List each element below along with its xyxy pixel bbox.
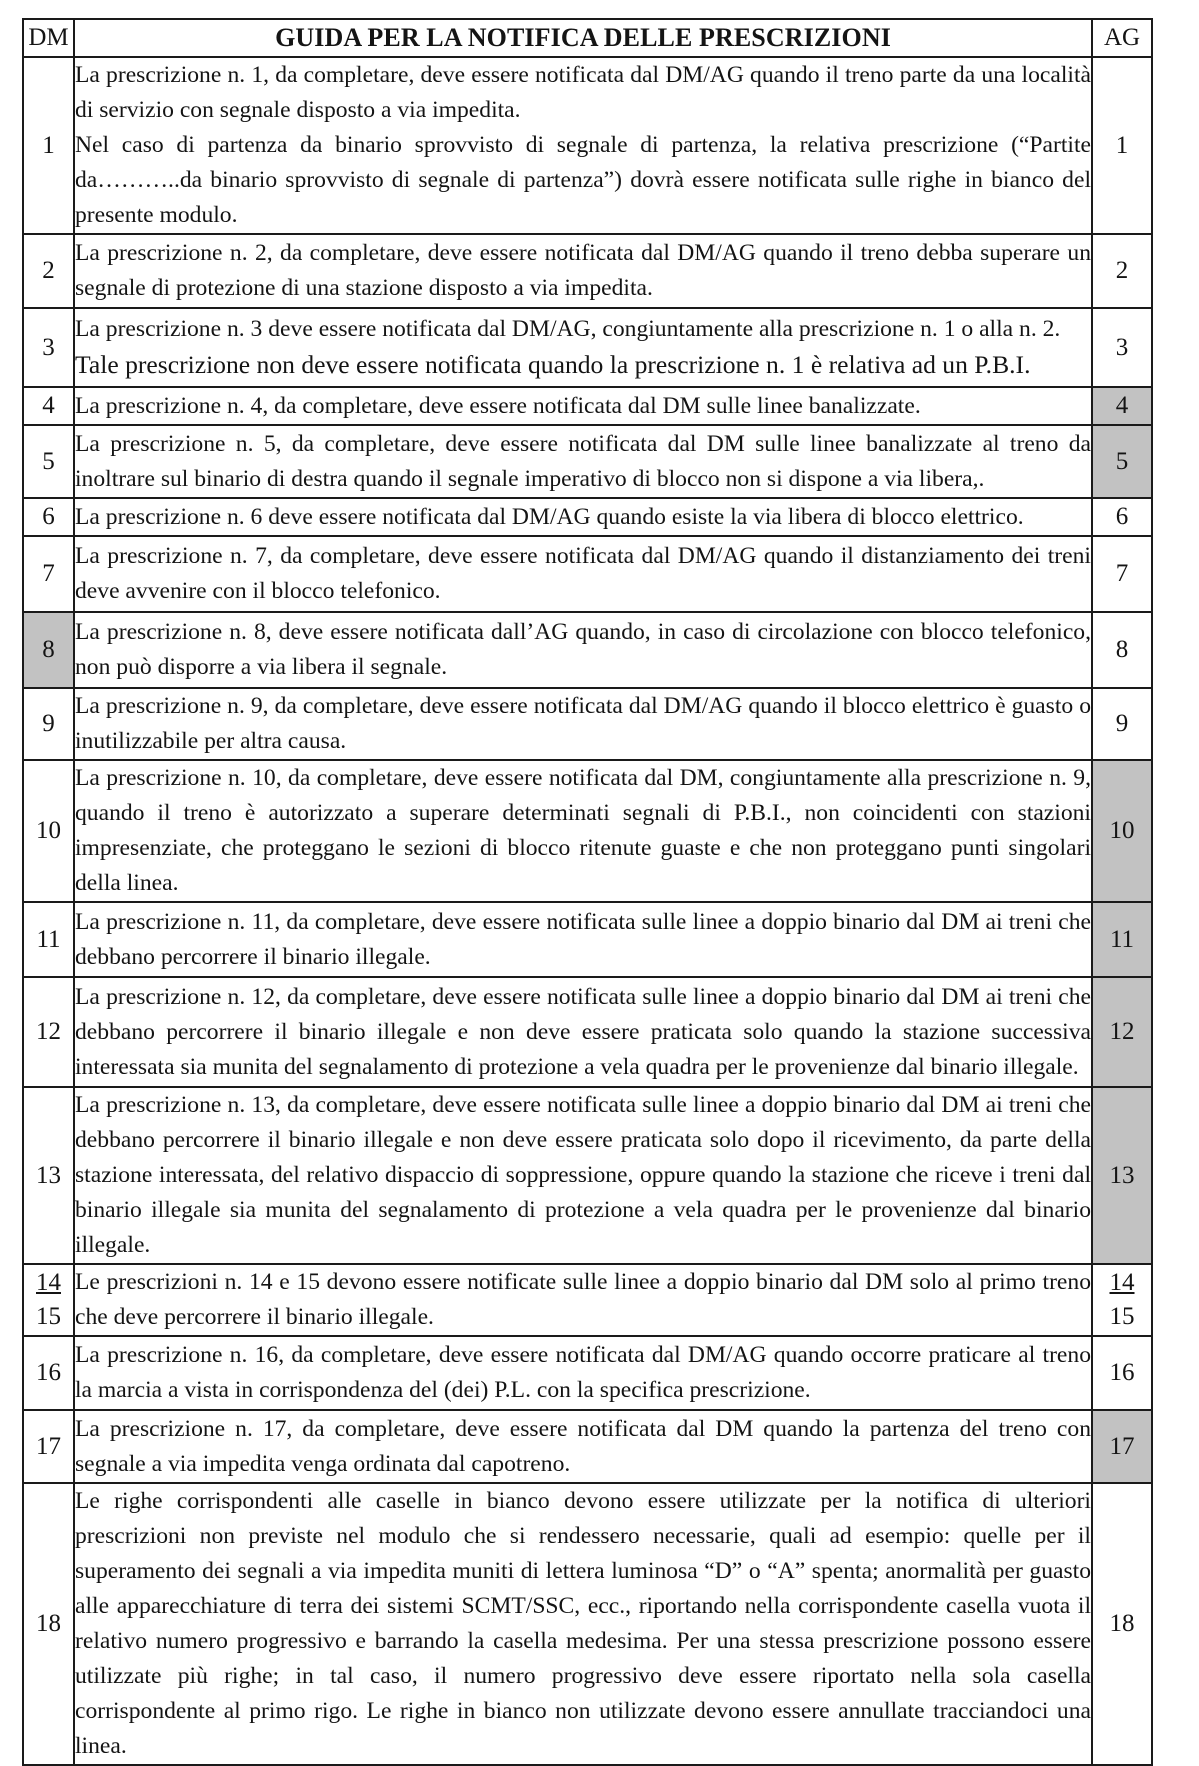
- description-cell: La prescrizione n. 13, da completare, deve essere notificata sulle linee a doppio binario dal DM ai treni che debbano percorrere il binario illegale e non deve essere praticata solo dopo il ricevimento, da parte della stazione interessata, del relativo dispaccio di soppressione, oppure quando la stazione che riceve i treni dal binario illegale sia munita del segnalamento di protezione a vela quadra per le provenienze dal binario illegale.: [74, 1087, 1092, 1264]
- table-row: [23, 308, 1152, 387]
- table-row: [23, 760, 1152, 902]
- dm-cell: 8: [23, 612, 74, 688]
- description-cell: La prescrizione n. 7, da completare, deve essere notificata dal DM/AG quando il distanziamento dei treni deve avvenire con il blocco telefonico.: [74, 536, 1092, 612]
- description-text: La prescrizione n. 1, da completare, deve essere notificata dal DM/AG quando il treno parte da una località di servizio con segnale disposto a via impedita.: [75, 62, 1091, 123]
- dm-cell: 18: [23, 1483, 74, 1765]
- dm-cell: 12: [23, 977, 74, 1087]
- table-row: [23, 57, 1152, 234]
- table-row: [23, 1087, 1152, 1264]
- ag-cell: 16: [1092, 1336, 1152, 1410]
- ag-cell: 11: [1092, 902, 1152, 977]
- dm-cell: 13: [23, 1087, 74, 1264]
- table-row: [23, 498, 1152, 536]
- ag-cell: 13: [1092, 1087, 1152, 1264]
- dm-cell: 1: [23, 57, 74, 234]
- table-row: [23, 688, 1152, 760]
- description-cell: La prescrizione n. 10, da completare, deve essere notificata dal DM, congiuntamente alla prescrizione n. 9, quando il treno è autorizzato a superare determinati segnali di P.B.I., non coincidenti con stazioni impresenziate, che proteggano le sezioni di blocco ritenute guaste e che non proteggano punti singolari della linea.: [74, 760, 1092, 902]
- dm-cell: 2: [23, 234, 74, 308]
- description-cell: La prescrizione n. 17, da completare, deve essere notificata dal DM quando la partenza del treno con segnale a via impedita venga ordinata dal capotreno.: [74, 1410, 1092, 1483]
- dm-cell: 6: [23, 498, 74, 536]
- ag-cell: 9: [1092, 688, 1152, 760]
- table-header-row: [23, 19, 1152, 57]
- table-row: [23, 1336, 1152, 1410]
- dm-cell: [23, 1264, 74, 1336]
- table-row: [23, 425, 1152, 498]
- table-row: [23, 977, 1152, 1087]
- description-cell: La prescrizione n. 5, da completare, deve essere notificata dal DM sulle linee banalizzate al treno da inoltrare sul binario di destra quando il segnale imperativo di blocco non si dispone a via libera,.: [74, 425, 1092, 498]
- dm-cell: 11: [23, 902, 74, 977]
- table-body: [23, 57, 1152, 1765]
- dm-number-14: 14: [36, 1269, 61, 1296]
- description-cell: Le prescrizioni n. 14 e 15 devono essere notificate sulle linee a doppio binario dal DM solo al primo treno che deve percorrere il binario illegale.: [74, 1264, 1092, 1336]
- description-text: La prescrizione n. 3 deve essere notificata dal DM/AG, congiuntamente alla prescrizione n. 1 o alla n. 2.: [75, 315, 1061, 342]
- ag-cell: [1092, 1264, 1152, 1336]
- header-ag: AG: [1092, 19, 1152, 57]
- dm-cell: 5: [23, 425, 74, 498]
- description-cell: La prescrizione n. 4, da completare, deve essere notificata dal DM sulle linee banalizzate.: [74, 387, 1092, 425]
- description-cell: La prescrizione n. 6 deve essere notificata dal DM/AG quando esiste la via libera di blocco elettrico.: [74, 498, 1092, 536]
- ag-cell: 4: [1092, 387, 1152, 425]
- description-cell: La prescrizione n. 11, da completare, deve essere notificata sulle linee a doppio binario dal DM ai treni che debbano percorrere il binario illegale.: [74, 902, 1092, 977]
- table-title: GUIDA PER LA NOTIFICA DELLE PRESCRIZIONI: [74, 19, 1092, 57]
- dm-cell: 17: [23, 1410, 74, 1483]
- ag-cell: 3: [1092, 308, 1152, 387]
- dm-cell: 4: [23, 387, 74, 425]
- table-row: [23, 1264, 1152, 1336]
- ag-cell: 10: [1092, 760, 1152, 902]
- description-cell: Le righe corrispondenti alle caselle in bianco devono essere utilizzate per la notifica di ulteriori prescrizioni non previste nel modulo che si rendessero necessarie, quali ad esempio: quelle per il superamento dei segnali a via impedita muniti di lettera luminosa “D” o “A” spenta; anormalità per guasto alle apparecchiature di terra dei sistemi SCMT/SSC, ecc., riportando nella corrispondente casella vuota il relativo numero progressivo e barrando la casella medesima. Per una stessa prescrizione possono essere utilizzate più righe; in tal caso, il numero progressivo deve essere riportato nella sola casella corrispondente al primo rigo. Le righe in bianco non utilizzate devono essere annullate tracciandoci una linea.: [74, 1483, 1092, 1765]
- dm-number-15: 15: [36, 1303, 61, 1330]
- ag-number-15: 15: [1109, 1303, 1135, 1330]
- description-cell: La prescrizione n. 2, da completare, deve essere notificata dal DM/AG quando il treno debba superare un segnale di protezione di una stazione disposto a via impedita.: [74, 234, 1092, 308]
- description-cell: La prescrizione n. 16, da completare, deve essere notificata dal DM/AG quando occorre praticare al treno la marcia a vista in corrispondenza del (dei) P.L. con la specifica prescrizione.: [74, 1336, 1092, 1410]
- dm-cell: 10: [23, 760, 74, 902]
- description-cell: [74, 57, 1092, 234]
- description-cell: [74, 308, 1092, 387]
- dm-cell: 9: [23, 688, 74, 760]
- ag-cell: 5: [1092, 425, 1152, 498]
- table-row: [23, 536, 1152, 612]
- description-cell: La prescrizione n. 8, deve essere notificata dall’AG quando, in caso di circolazione con blocco telefonico, non può disporre a via libera il segnale.: [74, 612, 1092, 688]
- table-row: [23, 902, 1152, 977]
- ag-number-14: 14: [1109, 1269, 1135, 1296]
- table-row: [23, 1410, 1152, 1483]
- prescription-guide-table: [22, 18, 1153, 1766]
- header-dm: DM: [23, 19, 74, 57]
- table-row: [23, 234, 1152, 308]
- ag-cell: 12: [1092, 977, 1152, 1087]
- dm-cell: 3: [23, 308, 74, 387]
- dm-cell: 16: [23, 1336, 74, 1410]
- description-text-2: Tale prescrizione non deve essere notificata quando la prescrizione n. 1 è relativa ad un P.B.I.: [75, 349, 1031, 379]
- table-row: [23, 1483, 1152, 1765]
- ag-cell: 18: [1092, 1483, 1152, 1765]
- table-row: [23, 612, 1152, 688]
- ag-cell: 8: [1092, 612, 1152, 688]
- ag-cell: 6: [1092, 498, 1152, 536]
- description-text-2: Nel caso di partenza da binario sprovvisto di segnale di partenza, la relativa prescrizione (“Partite da………..da binario sprovvisto di segnale di partenza”) dovrà essere notificata sulle righe in bianco del presente modulo.: [75, 132, 1091, 228]
- description-cell: La prescrizione n. 12, da completare, deve essere notificata sulle linee a doppio binario dal DM ai treni che debbano percorrere il binario illegale e non deve essere praticata solo quando la stazione successiva interessata sia munita del segnalamento di protezione a vela quadra per le provenienze dal binario illegale.: [74, 977, 1092, 1087]
- description-cell: La prescrizione n. 9, da completare, deve essere notificata dal DM/AG quando il blocco elettrico è guasto o inutilizzabile per altra causa.: [74, 688, 1092, 760]
- ag-cell: 1: [1092, 57, 1152, 234]
- table-row: [23, 387, 1152, 425]
- ag-cell: 2: [1092, 234, 1152, 308]
- ag-cell: 17: [1092, 1410, 1152, 1483]
- dm-cell: 7: [23, 536, 74, 612]
- ag-cell: 7: [1092, 536, 1152, 612]
